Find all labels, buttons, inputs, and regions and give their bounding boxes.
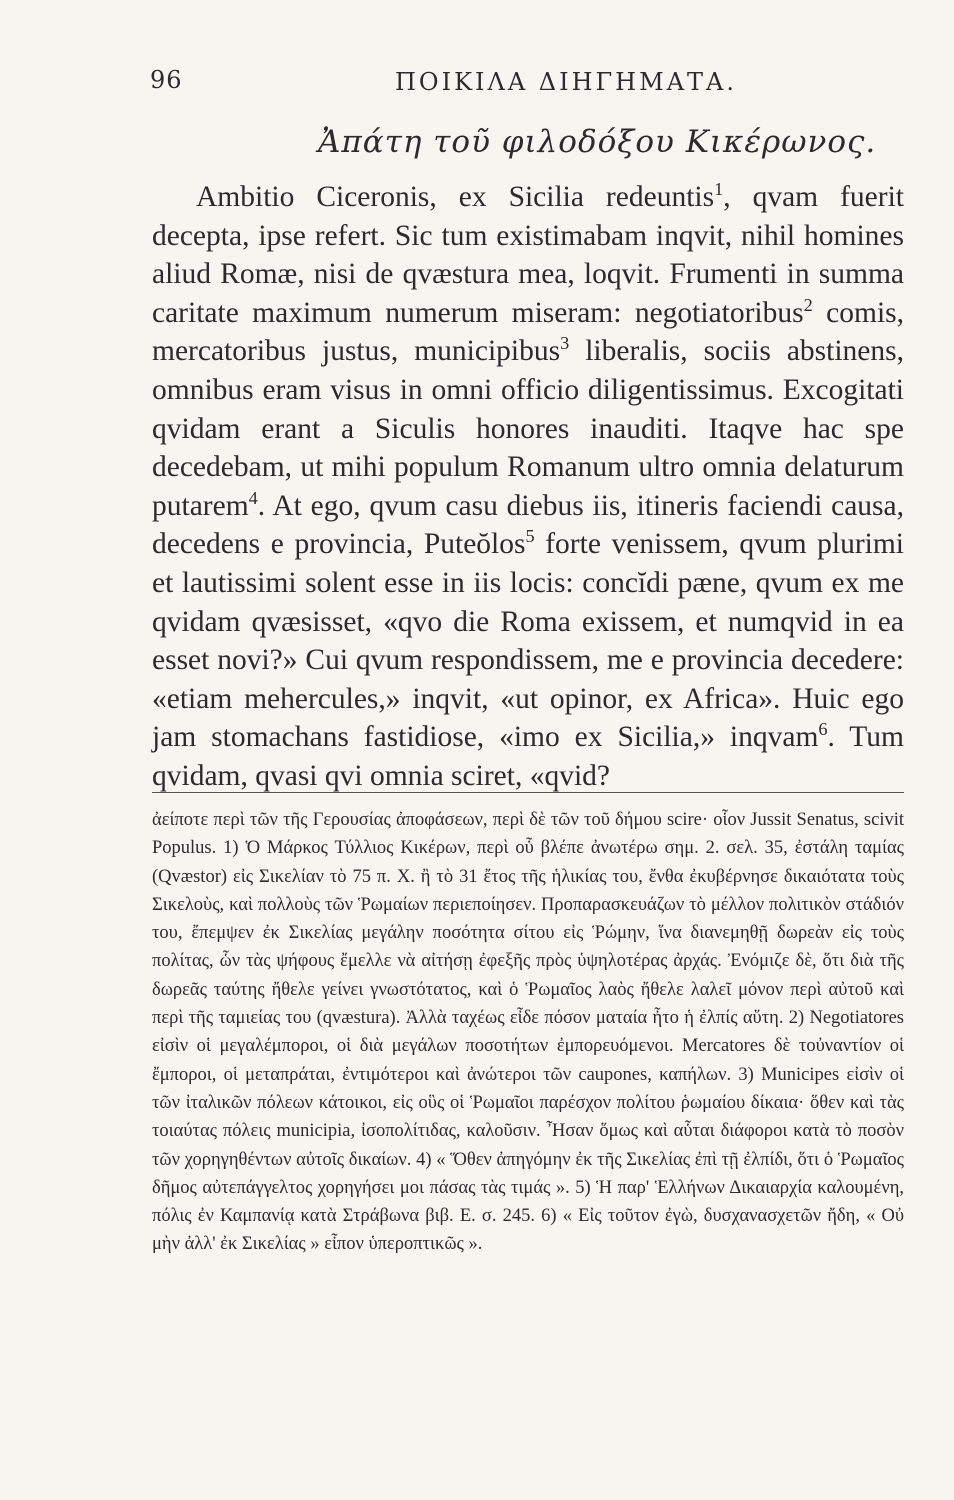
story-title: Ἀπάτη τοῦ φιλοδόξου Κικέρωνος.: [318, 124, 877, 160]
footnote-ref: 1: [714, 179, 724, 200]
footnote: 1) Ὁ Μάρκος Τύλλιος Κικέρων, περὶ οὗ βλέπε ἀνωτέρω σημ. 2. σελ. 35, ἐστάλη ταμίας (Qvæstor) εἰς Σικελίαν τὸ 75 π. Χ. ἢ τὸ 31 ἔτος τῆς ἡλικίας του, ἔνθα ἐκυβέρνησε δικαιότατα τοὺς Σικελοὺς, καὶ πολλοὺς τῶν Ῥωμαίων περιεποίησεν. Προπαρασκευάζων τὸ μέλλον πολιτικὸν στάδιόν του, ἔπεμψεν ἐκ Σικελίας μεγάλην ποσότητα σίτου εἰς Ῥώμην, ἵνα διανεμηθῇ δωρεὰν εἰς τοὺς πολίτας, ὧν τὰς ψήφους ἔμελλε νὰ αἰτήσῃ ἐφεξῆς πρὸς ὑψηλοτέρας ἀρχάς. Ἐνόμιζε δὲ, ὅτι διὰ τῆς δωρεᾶς ταύτης ἤθελε γείνει γνωστότατος, καὶ ὁ Ῥωμαῖος λαὸς ἤθελε λαλεῖ μόνον περὶ αὐτοῦ καὶ περὶ τῆς ταμιείας του (qvæstura). Ἀλλὰ ταχέως εἶδε πόσον ματαία ἦτο ἡ ἐλπίς αὕτη.: [152, 838, 904, 1029]
running-head: ΠΟΙΚΙΛΑ ΔΙΗΓΗΜΑΤΑ.: [395, 68, 737, 96]
main-text: [152, 178, 904, 796]
text-segment: . At ego, qvum casu diebus iis, itineris faciendi causa, decedens e provincia, Puteŏlos: [152, 489, 904, 561]
page-number: 96: [150, 66, 183, 94]
footnote-divider: [152, 792, 904, 793]
footnote: 6) « Εἰς τοῦτον ἐγὼ, δυσχανασχετῶν ἤδη, « Οὐ μὴν ἀλλ' ἐκ Σικελίας » εἶπον ὑπεροπτικῶς ».: [152, 1206, 905, 1255]
text-segment: Ambitio Ciceronis, ex Sicilia redeuntis: [196, 181, 715, 213]
footnotes: [152, 806, 904, 1259]
footnote-ref: 2: [803, 294, 813, 315]
footnote: 3) Municipes εἰσὶν οἱ τῶν ἰταλικῶν πόλεων κάτοικοι, εἰς οὓς οἱ Ῥωμαῖοι παρέσχον πολίτου ῥωμαίου δίκαια· ὅθεν καὶ τὰς τοιαύτας πόλεις municipia, ἰσοπολίτιδας, καλοῦσιν. Ἦσαν ὅμως καὶ αὗται διάφοροι κατὰ τὸ ποσὸν τῶν χορηγηθέντων αὐτοῖς δικαίων.: [152, 1064, 905, 1170]
footnote-ref: 6: [818, 719, 828, 740]
text-segment: liberalis, sociis abstinens, omnibus eram visus in omni officio diligentissimus. Excogitati qvidam erant a Siculis honores inauditi. Itaqve hac spe decedebam, ut mihi populum Romanum ultro omnia delaturum putarem: [152, 335, 904, 522]
text-segment: , qvam fuerit decepta, ipse refert. Sic tum existimabam inqvit, nihil homines aliud Romæ, nisi de qvæstura mea, loqvit. Frumenti in summa caritate maximum numerum miseram: negotiatoribus: [152, 181, 904, 329]
footnote-ref: 3: [560, 333, 570, 354]
text-segment: . Tum qvidam, qvasi qvi omnia sciret, «qvid?: [152, 721, 904, 792]
footnote-ref: 4: [248, 487, 258, 508]
footnote-ref: 5: [525, 526, 535, 547]
footnote: 2) Negotiatores εἰσὶν οἱ μεγαλέμποροι, οἱ διὰ μεγάλων ποσοτήτων ἐμπορευόμενοι. Mercatores δὲ τοὐναντίον οἱ ἔμποροι, οἱ μεταπράται, ἐντιμότεροι καὶ ἀνώτεροι τῶν caupones, καπήλων.: [152, 1008, 904, 1085]
footnote: 4) « Ὅθεν ἀπηγόμην ἐκ τῆς Σικελίας ἐπὶ τῇ ἐλπίδι, ὅτι ὁ Ῥωμαῖος δῆμος αὐτεπάγγελτος χορηγήσει μοι πάσας τὰς τιμάς ».: [152, 1149, 904, 1198]
footnote: ἀείποτε περὶ τῶν τῆς Γερουσίας ἀποφάσεων, περὶ δὲ τῶν τοῦ δήμου scire· οἷον Jussit Senatus, scivit Populus.: [152, 810, 904, 859]
text-segment: comis, mercatoribus justus, municipibus: [152, 296, 905, 368]
footnote: 5) Ἡ παρ' Ἑλλήνων Δικαιαρχία καλουμένη, πόλις ἐν Καμπανίᾳ κατὰ Στράβωνα βιβ. Ε. σ. 245.: [152, 1177, 904, 1227]
text-segment: forte venissem, qvum plurimi et lautissimi solent esse in iis locis: concĭdi pæne, qvum ex me qvidam qvæsisset, «qvo die Roma exissem, et numqvid in ea esset novi?» Cui qvum respondissem, me e provincia decedere: «etiam mehercules,» inqvit, «ut opinor, ex Africa». Huic ego jam stomachans fastidiose, «imo ex Sicilia,» inqvam: [152, 528, 904, 754]
